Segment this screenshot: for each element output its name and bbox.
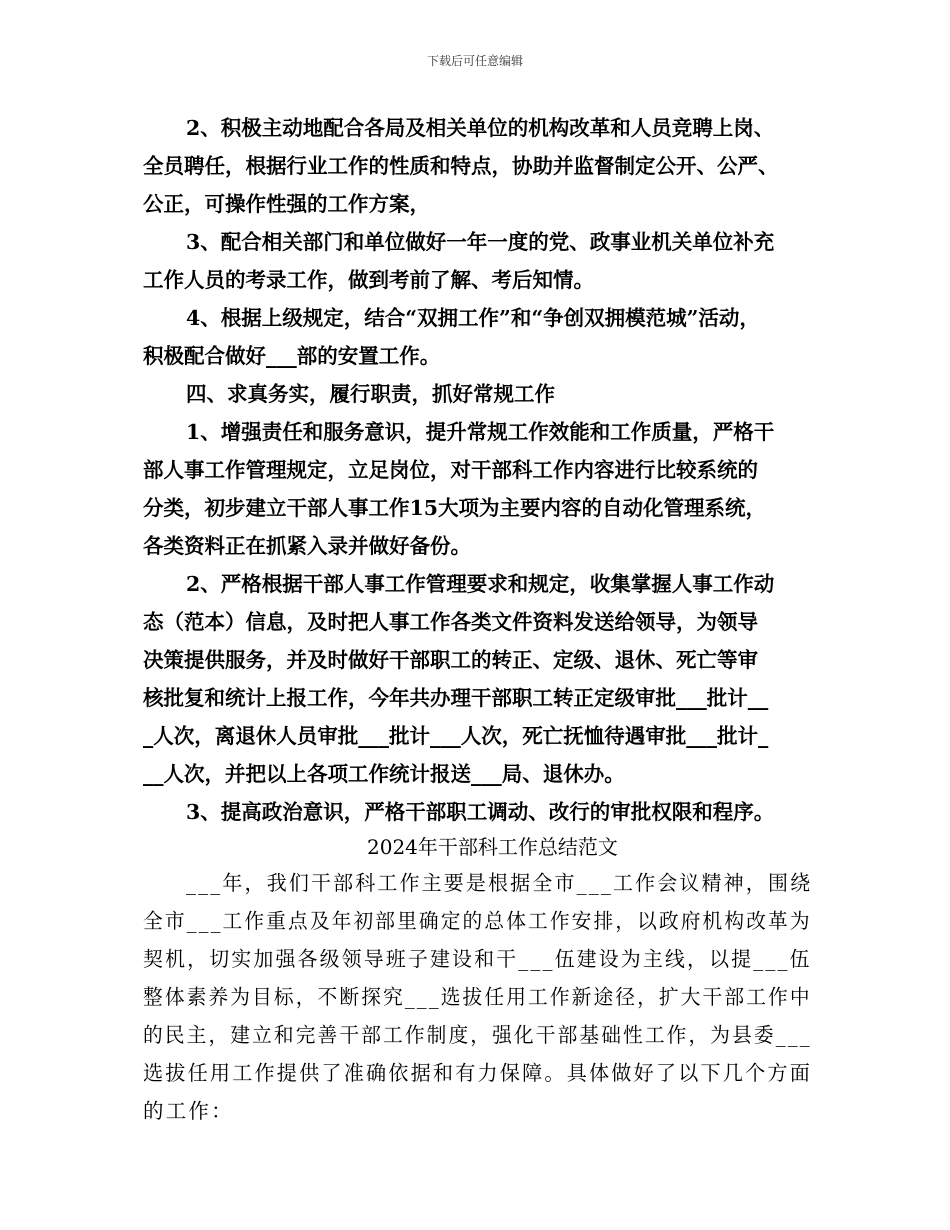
paragraph-line: 4、根据上级规定，结合“双拥工作”和“争创双拥模范城”活动， bbox=[186, 306, 760, 330]
body-line: 的民主，建立和完善干部工作制度，强化干部基础性工作，为县委___ bbox=[143, 1023, 812, 1047]
body-line: 整体素养为目标，不断探究___选拔任用工作新途径，扩大干部工作中 bbox=[143, 985, 812, 1009]
paragraph-line: 各类资料正在抓紧入录并做好备份。 bbox=[143, 534, 471, 558]
paragraph-line: 工作人员的考录工作，做到考前了解、考后知情。 bbox=[143, 268, 594, 292]
document-title: 2024年干部科工作总结范文 bbox=[367, 835, 618, 859]
paragraph-line: 核批复和统计上报工作，今年共办理干部职工转正定级审批___批计__ bbox=[143, 686, 769, 710]
paragraph-line: 部人事工作管理规定，立足岗位，对干部科工作内容进行比较系统的 bbox=[143, 458, 758, 482]
paragraph-line: 3、配合相关部门和单位做好一年一度的党、政事业机关单位补充 bbox=[186, 230, 775, 254]
paragraph-line: 分类，初步建立干部人事工作15大项为主要内容的自动化管理系统， bbox=[143, 496, 767, 520]
paragraph-line: 1、增强责任和服务意识，提升常规工作效能和工作质量，严格干 bbox=[186, 420, 775, 444]
body-line: ___年，我们干部科工作主要是根据全市___工作会议精神，围绕 bbox=[186, 871, 813, 895]
paragraph-line: 态（范本）信息，及时把人事工作各类文件资料发送给领导，为领导 bbox=[143, 610, 758, 634]
paragraph-line: 全员聘任，根据行业工作的性质和特点，协助并监督制定公开、公严、 bbox=[143, 154, 779, 178]
body-line: 契机，切实加强各级领导班子建设和干___伍建设为主线，以提___伍 bbox=[143, 947, 812, 971]
paragraph-line: _人次，离退休人员审批___批计___人次，死亡抚恤待遇审批___批计_ bbox=[143, 724, 769, 748]
paragraph-line: 积极配合做好___部的安置工作。 bbox=[143, 344, 441, 368]
paragraph-line: 2、严格根据干部人事工作管理要求和规定，收集掌握人事工作动 bbox=[186, 572, 775, 596]
paragraph-line: 3、提高政治意识，严格干部职工调动、改行的审批权限和程序。 bbox=[186, 800, 775, 824]
paragraph-line: 2、积极主动地配合各局及相关单位的机构改革和人员竞聘上岗、 bbox=[186, 116, 775, 140]
body-line: 全市___工作重点及年初部里确定的总体工作安排，以政府机构改革为 bbox=[143, 909, 812, 933]
body-line: 选拔任用工作提供了准确依据和有力保障。具体做好了以下几个方面 bbox=[143, 1061, 813, 1085]
paragraph-line: __人次，并把以上各项工作统计报送___局、退休办。 bbox=[143, 762, 625, 786]
body-line: 的工作： bbox=[143, 1099, 234, 1123]
section-heading: 四、求真务实，履行职责，抓好常规工作 bbox=[186, 382, 555, 406]
paragraph-line: 决策提供服务，并及时做好干部职工的转正、定级、退休、死亡等审 bbox=[143, 648, 758, 672]
paragraph-line: 公正，可操作性强的工作方案， bbox=[143, 192, 430, 216]
page-header: 下载后可任意编辑 bbox=[426, 54, 523, 68]
